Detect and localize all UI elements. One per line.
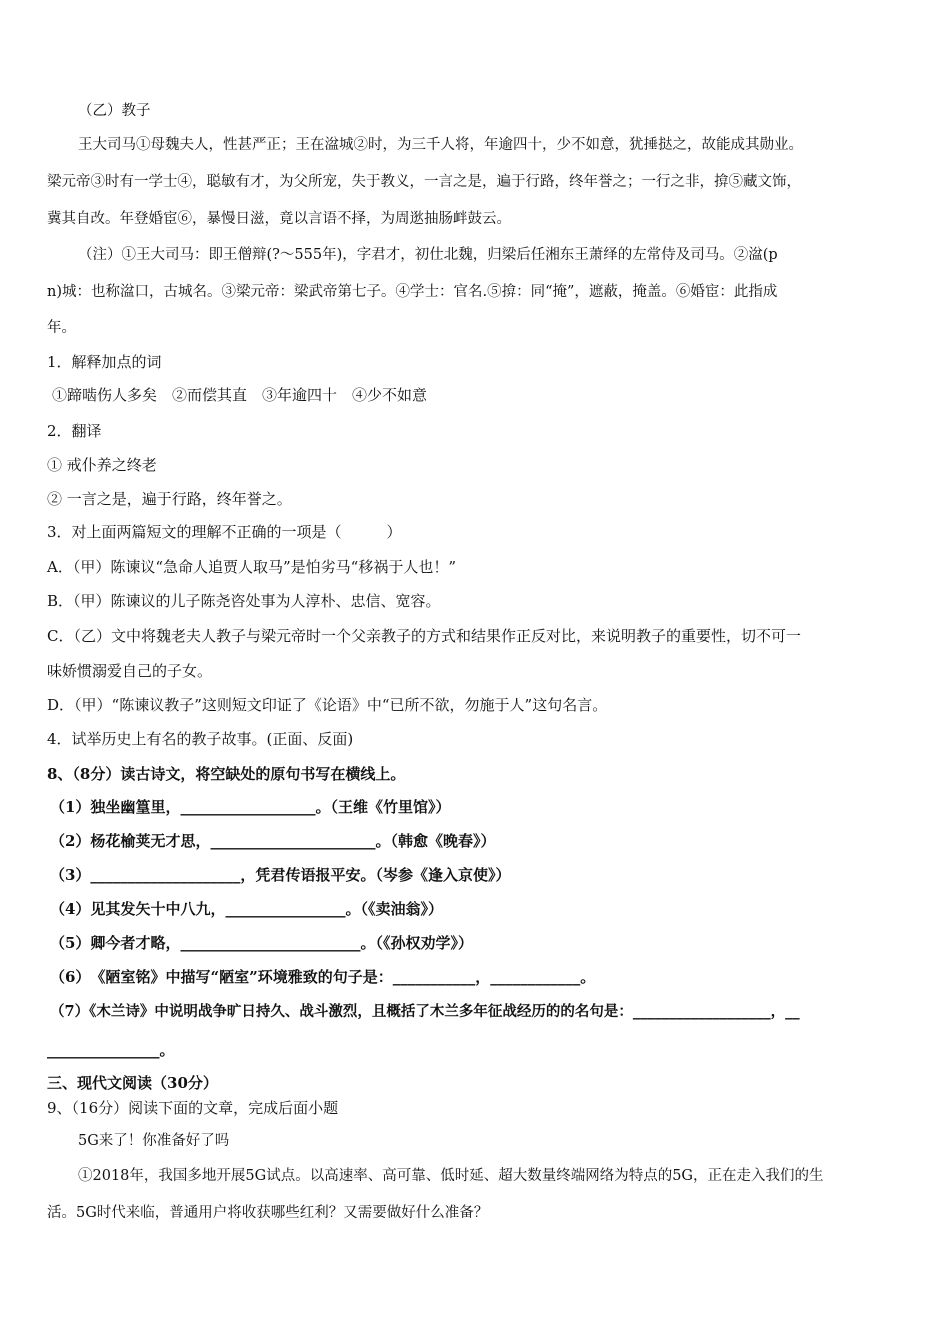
passage-yi-line: 冀其自改。年登婚宦⑥，暴慢日滋，竟以言语不择，为周逖抽肠衅鼓云。 [47, 211, 511, 227]
question-3: 3．对上面两篇短文的理解不正确的一项是（ ） [47, 523, 402, 541]
question-1: 1．解释加点的词 [47, 353, 162, 371]
article-paragraph: ①2018年，我国多地开展5G试点。以高速率、高可靠、低时延、超大数量终端网络为特点的5G，正在走入我们的生 [78, 1168, 824, 1184]
question-3-option-d: D．（甲）“陈谏议教子”这则短文印证了《论语》中“已所不欲，勿施于人”这句名言。 [47, 696, 608, 714]
question-8-item: （5）卿今者才略，________________________。（《孙权劝学》） [50, 934, 473, 952]
passage-yi-note: 年。 [47, 320, 76, 336]
question-2-item: ① 戒仆养之终老 [47, 456, 157, 474]
question-8-item: （2）杨花榆荚无才思，______________________。（韩愈《晚春》） [50, 832, 496, 850]
article-title: 5G来了！你准备好了吗 [78, 1133, 230, 1149]
question-4: 4．试举历史上有名的教子故事。(正面、反面) [47, 730, 354, 748]
question-2-item: ② 一言之是，遍于行路，终年誉之。 [47, 490, 292, 508]
passage-yi-line: 梁元帝③时有一学士④，聪敏有才，为父所宠，失于教义，一言之是，遍于行路，终年誉之；一行之非，揜⑤藏文饰， [47, 174, 801, 190]
question-8-item: （1）独坐幽篁里，__________________。（王维《竹里馆》） [50, 798, 451, 816]
article-paragraph-cont: 活。5G时代来临，普通用户将收获哪些红利？又需要做好什么准备？ [47, 1205, 489, 1221]
question-8-item: （3）____________________，凭君传语报平安。（岑参《逢入京使》） [50, 866, 511, 884]
section-3-title: 三、现代文阅读（30分） [47, 1074, 218, 1092]
question-3-option-b: B．（甲）陈谏议的儿子陈尧咨处事为人淳朴、忠信、宽容。 [47, 592, 441, 610]
passage-yi-heading: （乙）教子 [78, 103, 151, 119]
question-3-option-c: C．（乙）文中将魏老夫人教子与梁元帝时一个父亲教子的方式和结果作正反对比，来说明教子的重要性，切不可一 [47, 627, 801, 645]
question-8-item: （7）《木兰诗》中说明战争旷日持久、战斗激烈，且概括了木兰多年征战经历的的名句是：___________________，__ [50, 1003, 800, 1020]
question-9: 9、（16分）阅读下面的文章，完成后面小题 [47, 1099, 339, 1117]
question-3-option-a: A．（甲）陈谏议“急命人追贾人取马”是怕劣马“移祸于人也！” [47, 558, 457, 576]
passage-yi-line: 王大司马①母魏夫人，性甚严正；王在湓城②时，为三千人将，年逾四十，少不如意，犹捶挞之，故能成其勋业。 [78, 137, 803, 153]
passage-yi-note: （注）①王大司马：即王僧辩(?～555年)，字君才，初仕北魏，归梁后任湘东王萧绎的左常侍及司马。②湓(p [78, 247, 778, 263]
passage-yi-note: n)城：也称湓口，古城名。③梁元帝：梁武帝第七子。④学士：官名.⑤揜：同“掩”，遮蔽，掩盖。⑥婚宦：此指成 [47, 284, 778, 300]
question-8-item: （6） 《陋室铭》中描写“陋室”环境雅致的句子是：___________，____________。 [50, 968, 596, 986]
question-8-item-cont: _______________。 [47, 1041, 175, 1059]
question-1-items: ①蹄啮伤人多矣 ②而偿其直 ③年逾四十 ④少不如意 [52, 386, 428, 404]
question-8-item: （4）见其发矢十中八九，________________。（《卖油翁》） [50, 900, 443, 918]
question-3-option-c-cont: 味娇惯溺爱自己的子女。 [47, 662, 213, 680]
question-8-title: 8、（8分）读古诗文，将空缺处的原句书写在横线上。 [47, 765, 406, 783]
question-2: 2．翻译 [47, 422, 102, 440]
